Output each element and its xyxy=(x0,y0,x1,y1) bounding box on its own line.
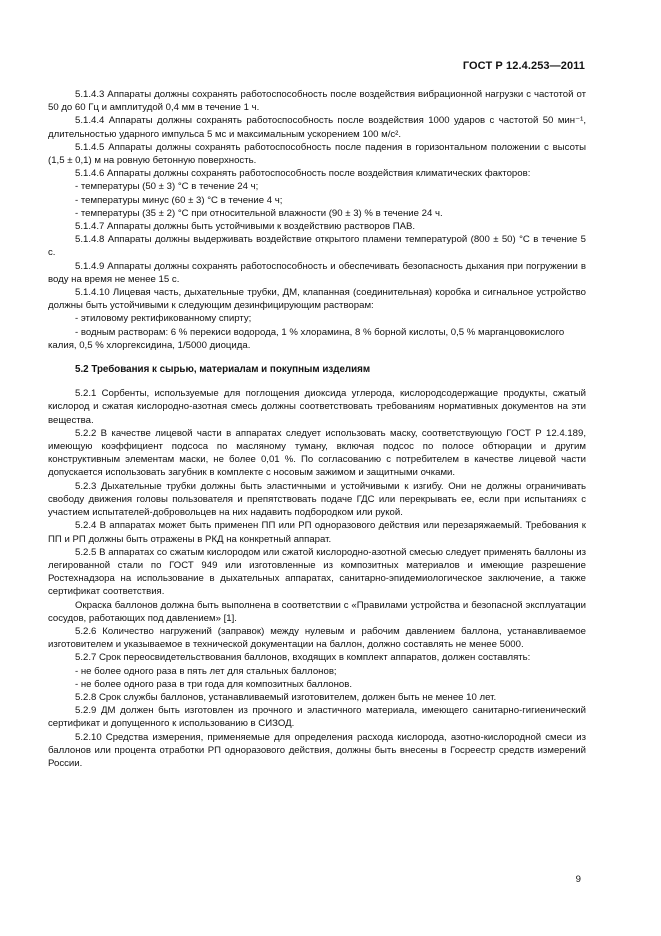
paragraph: 5.2.4 В аппаратах может быть применен ПП или РП одноразового действия или перезаряжаемый. Требования к ПП и РП должны быть отражены в РКД на конкретный аппарат. xyxy=(48,520,586,545)
paragraph: - этиловому ректификованному спирту; xyxy=(75,313,252,325)
paragraphs-block-b xyxy=(48,387,586,770)
paragraph: - температуры (35 ± 2) °С при относительной влажности (90 ± 3) % в течение 24 ч. xyxy=(75,207,443,219)
paragraph: 5.1.4.10 Лицевая часть, дыхательные трубки, ДМ, клапанная (соединительная) коробка и сигнальное устройство должны быть устойчивыми к следующим дезинфицирующим растворам: xyxy=(48,287,586,312)
paragraph: 5.1.4.7 Аппараты должны быть устойчивыми к воздействию растворов ПАВ. xyxy=(75,221,416,233)
page-number: 9 xyxy=(575,874,581,885)
paragraph: - температуры минус (60 ± 3) °С в течение 4 ч; xyxy=(75,194,283,206)
section-title: 5.2 Требования к сырью, материалам и покупным изделиям xyxy=(75,364,371,376)
paragraph: 5.2.1 Сорбенты, используемые для поглощения диоксида углерода, кислородсодержащие продукты, сжатый кислород и сжатая кислородно-азотная смесь должны соответствовать требованиям нормативных документов на эти вещества. xyxy=(48,388,586,426)
paragraph: 5.1.4.6 Аппараты должны сохранять работоспособность после воздействия климатических факторов: xyxy=(75,168,531,180)
paragraph: - водным растворам: 6 % перекиси водорода, 1 % хлорамина, 8 % борной кислоты, 0,5 % марганцовокислого калия, 0,5 % хлоргексидина, 1/5000 диоцида. xyxy=(48,326,565,351)
paragraph: 5.1.4.5 Аппараты должны сохранять работоспособность после падения в горизонтальном положении с высоты (1,5 ± 0,1) м на ровную бетонную поверхность. xyxy=(48,141,586,167)
paragraph: 5.1.4.8 Аппараты должны выдерживать воздействие открытого пламени температурой (800 ± 50) °С в течение 5 с. xyxy=(48,234,586,259)
paragraph: 5.2.3 Дыхательные трубки должны быть эластичными и устойчивыми к изгибу. Они не должны ограничивать свободу движения головы пользователя и препятствовать подаче ГДС или перекрывать ее, если при испытаниях с участием испытателей-добровольцев на них надавить подбородком или рукой. xyxy=(48,480,586,519)
paragraph: 5.2.8 Срок службы баллонов, устанавливаемый изготовителем, должен быть не менее 10 лет. xyxy=(75,691,497,703)
paragraph: 5.2.2 В качестве лицевой части в аппаратах следует использовать маску, соответствующую ГОСТ Р 12.4.189, имеющую коэффициент подсоса по масляному туману, включая подсос по полосе обтюрации и другим конструктивным элементам маски, не более 0,01 %. По согласованию с потребителем в качестве лицевой части допускается использовать загубник в комплекте с носовым зажимом и защитными очками. xyxy=(48,427,586,479)
paragraph: 5.2.5 В аппаратах со сжатым кислородом или сжатой кислородно-азотной смесью следует применять баллоны из легированной стали по ГОСТ 949 или изготовленные из композитных материалов и имеющие разрешение Ростехнадзора на использование в дыхательных аппаратах, санитарно-эпидемиологическое заключение, а также сертификат соответствия. xyxy=(48,546,586,598)
paragraph: 5.1.4.4 Аппараты должны сохранять работоспособность после воздействия 1000 ударов с частотой 50 мин⁻¹, длительностью ударного импульса 5 мс и максимальным ускорением 100 м/с². xyxy=(48,115,586,140)
paragraphs-block-a xyxy=(48,88,586,352)
paragraph: 5.1.4.3 Аппараты должны сохранять работоспособность после воздействия вибрационной нагрузки с частотой от 50 до 60 Гц и амплитудой 0,4 мм в течение 1 ч. xyxy=(48,89,586,114)
document-body xyxy=(48,88,586,770)
paragraph: - не более одного раза в три года для композитных баллонов. xyxy=(75,678,353,690)
paragraph: - не более одного раза в пять лет для стальных баллонов; xyxy=(75,665,337,677)
paragraph: - температуры (50 ± 3) °С в течение 24 ч; xyxy=(75,181,259,193)
paragraph: 5.2.9 ДМ должен быть изготовлен из прочного и эластичного материала, имеющего санитарно-гигиенический сертификат и допущенного к использованию в СИЗОД. xyxy=(48,705,586,730)
paragraph: 5.2.7 Срок переосвидетельствования баллонов, входящих в комплект аппаратов, должен составлять: xyxy=(75,652,531,664)
paragraph: 5.1.4.9 Аппараты должны сохранять работоспособность и обеспечивать безопасность дыхания при погружении в воду на время не менее 15 с. xyxy=(48,260,586,285)
paragraph: Окраска баллонов должна быть выполнена в соответствии с «Правилами устройства и безопасной эксплуатации сосудов, работающих под давлением» [1]. xyxy=(48,599,586,624)
document-id: ГОСТ Р 12.4.253—2011 xyxy=(462,60,585,72)
paragraph: 5.2.10 Средства измерения, применяемые для определения расхода кислорода, азотно-кислородной смеси из баллонов или процента отработки РП одноразового действия, должны быть внесены в Госреестр средств измерений России. xyxy=(48,731,586,769)
paragraph: 5.2.6 Количество нагружений (заправок) между нулевым и рабочим давлением баллона, устанавливаемое изготовителем и указываемое в технической документации на баллон, должно составлять не менее 5000. xyxy=(48,625,586,651)
